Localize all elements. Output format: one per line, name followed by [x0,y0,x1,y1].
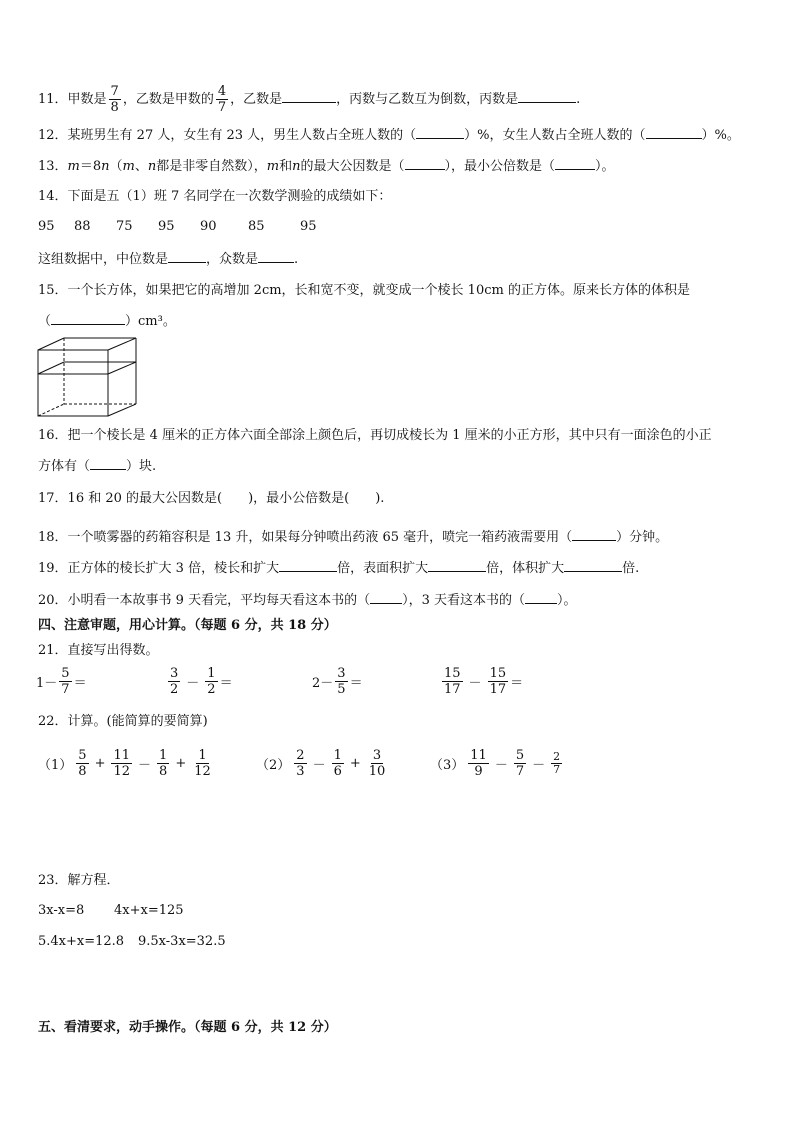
equation-row-2 [38,933,226,951]
equation-row-1 [38,902,184,920]
score: 85 [248,219,265,234]
fraction [111,748,132,779]
question-11 [38,84,580,115]
question-16: 16．把一个棱长是 4 厘米的正方体六面全部涂上颜色后，再切成棱长为 1 厘米的小正方形，其中只有一面涂色的小正 [38,428,712,443]
denominator: 9 [474,764,483,779]
numerator: 3 [337,666,346,681]
answer-blank[interactable] [428,559,486,572]
denominator: 10 [368,764,386,779]
q13-text-8: ）。 [595,159,615,174]
score: 90 [200,219,217,234]
score: 75 [116,219,133,234]
denominator: 5 [337,682,346,697]
operator: － [494,758,508,773]
answer-blank[interactable] [416,126,464,139]
fraction [294,748,306,779]
section-5-heading: 五、看清要求，动手操作。（每题 6 分，共 12 分） [38,1020,337,1035]
equation: 3x-x=8 [38,903,85,918]
calc-22-3 [430,748,564,779]
operator: － [468,676,482,691]
q19-text-1: 19．正方体的棱长扩大 3 倍，棱长和扩大 [38,561,280,576]
denominator: 7 [61,682,70,697]
item-label: （3） [430,758,465,773]
expression-21-4 [440,666,523,697]
answer-blank[interactable] [90,457,126,470]
expression-21-1 [36,666,87,697]
calc-22-2 [256,748,389,779]
denominator: 7 [515,764,525,779]
fraction [157,748,169,779]
q12-text-1: 12．某班男生有 27 人，女生有 23 人，男生人数占全班人数的（ [38,128,417,143]
denominator: 17 [444,682,461,697]
equation: 9.5x-3x=32.5 [138,934,226,949]
numerator: 4 [217,84,227,99]
numerator: 1 [198,748,207,763]
fraction [514,748,526,779]
q20-text-2: ），3 天看这本书的（ [402,593,525,608]
fraction [76,748,88,779]
q13-text-5: 和 [279,159,293,174]
denominator: 8 [159,764,168,779]
q20-text-3: ）。 [556,593,577,608]
equals-sign: ＝ [73,676,87,691]
term: 2－ [312,676,334,691]
expression-21-2 [166,666,233,697]
score: 95 [158,219,175,234]
fraction [168,666,180,697]
answer-blank[interactable] [279,559,337,572]
question-14: 14．下面是五（1）班 7 名同学在一次数学测验的成绩如下： [38,189,392,204]
numerator: 15 [489,666,507,681]
q19-text-3: 倍，体积扩大 [486,561,565,576]
denominator: 6 [333,764,342,779]
var-n: n [147,159,157,174]
question-16-answer [38,457,156,476]
q18-text-2: ）分钟。 [616,530,669,545]
operator: － [186,676,200,691]
equals-sign: ＝ [219,676,233,691]
answer-blank[interactable] [258,250,294,263]
q13-text-4: 都是非零自然数）， [156,159,267,174]
answer-blank[interactable] [518,90,576,103]
q11-text-3: ，乙数是 [230,92,283,107]
fraction [59,666,71,697]
answer-blank[interactable] [564,559,622,572]
q14-text-1: 这组数据中，中位数是 [38,252,169,267]
numerator: 11 [113,748,131,763]
answer-blank[interactable] [51,312,125,325]
answer-blank[interactable] [405,157,445,170]
operator: + [94,756,106,771]
numerator: 11 [470,748,487,763]
score-list [38,218,317,236]
q13-text-6: 的最大公因数是（ [300,159,405,174]
q20-text-1: 20．小明看一本故事书 9 天看完，平均每天看这本书的（ [38,593,371,608]
numerator: 3 [170,666,179,681]
question-17: 17．16 和 20 的最大公因数是( )，最小公倍数是( ). [38,491,385,506]
q12-text-3: ）%。 [701,128,740,143]
q18-text-1: 18．一个喷雾器的药箱容积是 13 升，如果每分钟喷出药液 65 毫升，喷完一箱药液需要用（ [38,530,573,545]
q16-text-2: ）块. [126,459,157,474]
fraction [468,748,489,779]
q11-text-4: ，丙数与乙数互为倒数，丙数是 [336,92,519,107]
fraction [442,666,463,697]
denominator: 2 [170,682,179,697]
fraction-4-7 [216,84,228,115]
answer-blank[interactable] [370,591,402,604]
question-21-title: 21．直接写出得数。 [38,643,159,658]
numerator: 1 [333,748,342,763]
denominator: 7 [217,100,227,115]
fraction [367,748,388,779]
score: 88 [74,219,91,234]
var-m: m [266,159,280,174]
cuboid-figure [36,336,140,418]
fraction [205,666,217,697]
numerator: 1 [207,666,216,681]
item-label: （2） [256,758,291,773]
question-13 [38,157,615,176]
answer-blank[interactable] [168,250,206,263]
answer-blank[interactable] [282,90,336,103]
term: 1－ [36,676,58,691]
question-19 [38,559,639,578]
denominator: 3 [296,764,305,779]
score: 95 [38,219,55,234]
operator: － [138,758,152,773]
item-label: （1） [38,758,73,773]
q19-text-2: 倍，表面积扩大 [337,561,429,576]
q11-text-5: . [576,92,581,107]
q13-text-3: 、 [134,159,148,174]
section-4-heading: 四、注意审题，用心计算。（每题 6 分，共 18 分） [38,618,337,633]
operator: － [312,758,326,773]
q13-text-7: ），最小公倍数是（ [444,159,556,174]
answer-blank[interactable] [525,591,557,604]
denominator: 8 [78,764,87,779]
q14-text-3: . [294,252,299,267]
question-18 [38,528,668,547]
q15-text-1: （ [38,314,52,329]
numerator: 5 [515,748,525,763]
denominator: 12 [113,764,131,779]
var-m: m [122,159,135,174]
var-n: n [292,159,301,174]
q16-text-1: 方体有（ [38,459,91,474]
numerator: 5 [78,748,87,763]
numerator: 3 [372,748,382,763]
denominator: 7 [553,763,561,776]
numerator: 2 [553,750,561,763]
question-14-answer [38,250,298,269]
var-m: m [67,159,80,174]
operator: + [175,756,187,771]
numerator: 1 [159,748,168,763]
question-15-answer [38,312,176,331]
answer-blank[interactable] [646,126,702,139]
fraction [335,666,347,697]
q11-text-1: 11．甲数是 [38,92,107,107]
denominator: 8 [110,100,119,115]
q13-text-2: （ [109,159,123,174]
denominator: 12 [194,764,211,779]
expression-21-3 [312,666,363,697]
denominator: 2 [207,682,216,697]
q14-text-2: ，众数是 [206,252,259,267]
numerator: 5 [61,666,70,681]
q13-text-1: 13． [38,159,68,174]
question-22-title: 22．计算。(能简算的要简算) [38,714,208,729]
fraction [488,666,509,697]
q15-text-2: ）cm³。 [125,314,176,329]
denominator: 17 [489,682,507,697]
question-15: 15．一个长方体，如果把它的高增加 2cm，长和宽不变，就变成一个棱长 10cm 的正方体。原来长方体的体积是 [38,283,690,298]
numerator: 7 [110,84,119,99]
q11-text-2: ，乙数是甲数的 [122,92,214,107]
operator: － [532,758,546,773]
fraction [192,748,213,779]
numerator: 2 [296,748,305,763]
equation: 4x+x=125 [114,903,184,918]
q19-text-4: 倍. [622,561,640,576]
question-20 [38,591,577,610]
calc-22-1 [38,748,215,779]
question-12 [38,126,740,145]
score: 95 [300,219,317,234]
equation: 5.4x+x=12.8 [38,934,125,949]
fraction-7-8 [109,84,121,115]
answer-blank[interactable] [572,528,616,541]
answer-blank[interactable] [555,157,595,170]
q12-text-2: ）%，女生人数占全班人数的（ [464,128,646,143]
numerator: 15 [444,666,461,681]
fraction [551,751,562,776]
fraction [332,748,344,779]
equals-sign: ＝ [510,676,524,691]
q13-eq: ＝8 [79,159,102,174]
operator: + [349,756,361,771]
question-23-title: 23．解方程． [38,873,120,888]
var-n: n [101,159,110,174]
equals-sign: ＝ [349,676,363,691]
